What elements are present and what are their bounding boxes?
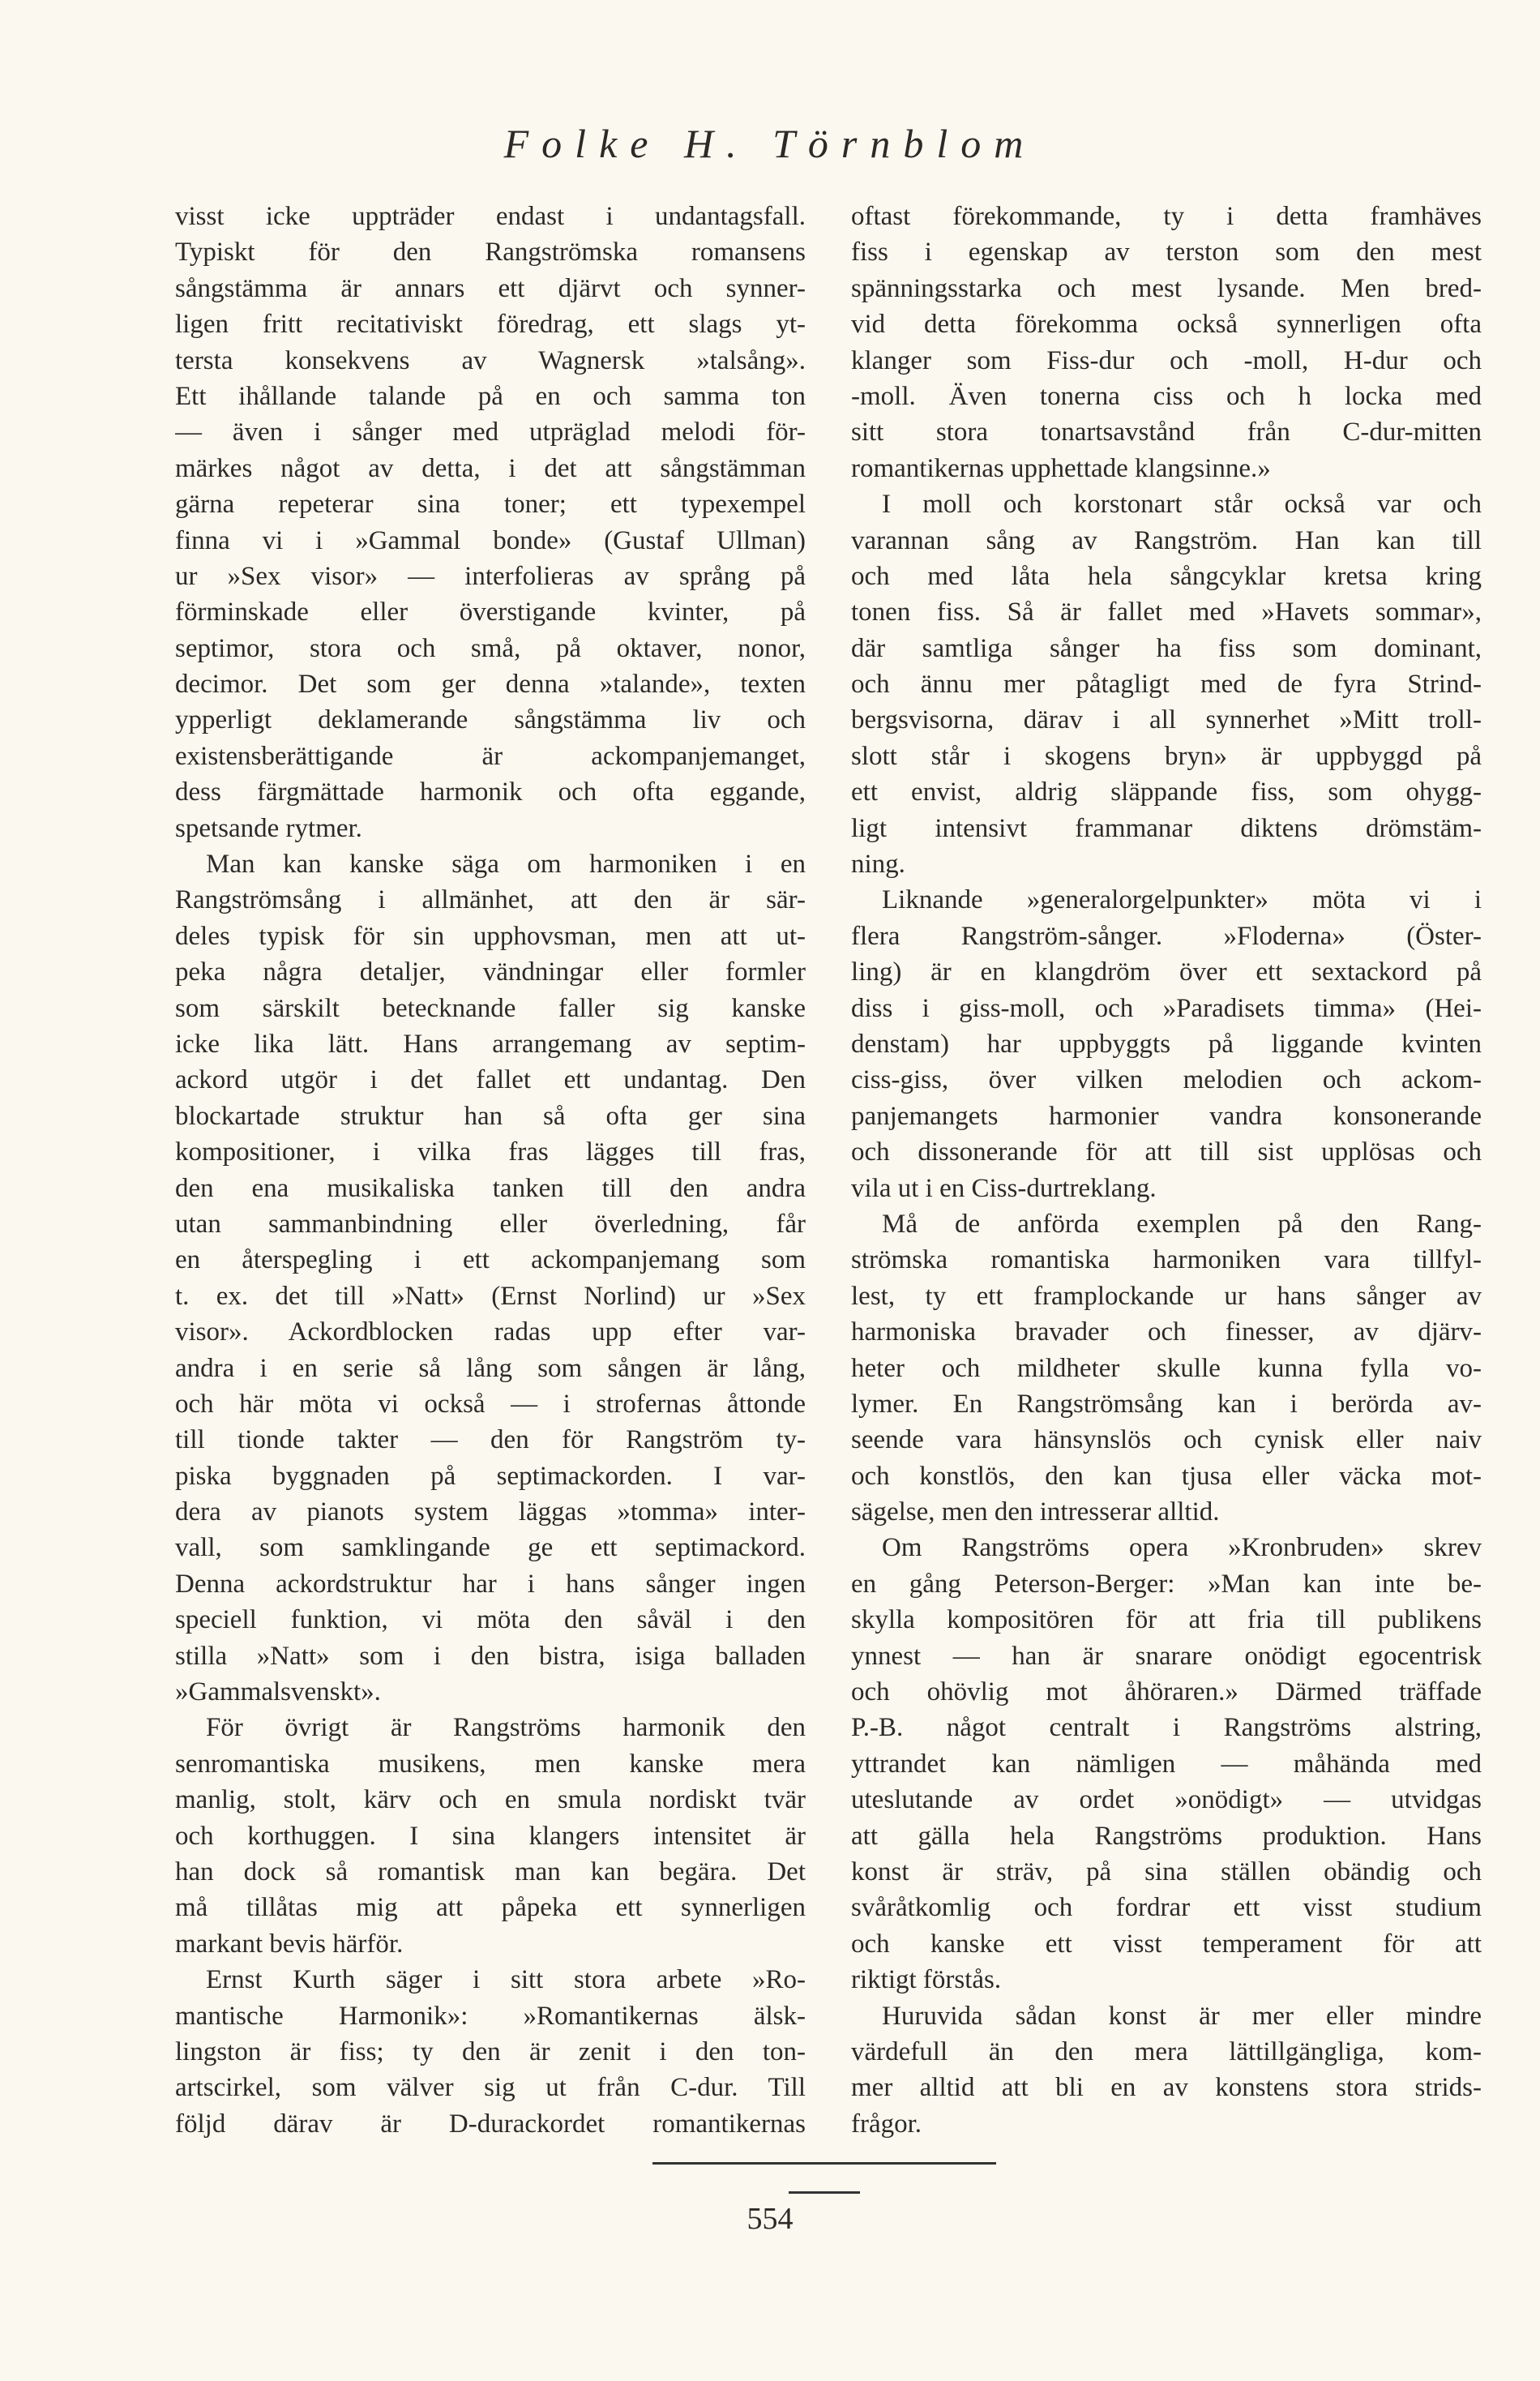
text-line: flera Rangström-sånger. »Floderna» (Öster- <box>851 921 1482 951</box>
text-line: speciell funktion, vi möta den såväl i den <box>175 1605 806 1635</box>
text-line: existensberättigande är ackompanjemanget, <box>175 741 806 771</box>
text-line: yttrandet kan nämligen — måhända med <box>851 1749 1482 1779</box>
text-line: seende vara hänsynslös och cynisk eller naiv <box>851 1425 1482 1455</box>
text-line: gärna repeterar sina toner; ett typexempel <box>175 490 806 520</box>
text-line: bergsvisorna, därav i all synnerhet »Mitt troll- <box>851 705 1482 735</box>
text-line: förminskade eller överstigande kvinter, på <box>175 597 806 627</box>
text-line: vall, som samklingande ge ett septimackord. <box>175 1533 806 1563</box>
text-line: utan sammanbindning eller överledning, får <box>175 1209 806 1239</box>
text-line: Ernst Kurth säger i sitt stora arbete »Ro- <box>206 1965 806 1995</box>
text-line: ligt intensivt frammanar diktens drömstäm- <box>851 813 1482 843</box>
text-line: ciss-giss, över vilken melodien och ackom- <box>851 1065 1482 1095</box>
text-line: lest, ty ett framplockande ur hans sånger av <box>851 1281 1482 1311</box>
text-line: mer alltid att bli en av konstens stora strids- <box>851 2073 1482 2103</box>
text-line: frågor. <box>851 2109 922 2139</box>
text-line: dera av pianots system läggas »tomma» inter- <box>175 1497 806 1527</box>
text-line: spänningsstarka och mest lysande. Men bred- <box>851 273 1482 303</box>
text-line: vila ut i en Ciss-durtreklang. <box>851 1173 1157 1203</box>
text-line: ypperligt deklamerande sångstämma liv och <box>175 705 806 735</box>
text-line: konst är sträv, på sina ställen obändig och <box>851 1856 1482 1886</box>
paragraph <box>851 1998 1482 2143</box>
running-header: Folke H. Törnblom <box>503 121 1037 166</box>
text-line: som särskilt betecknande faller sig kanske <box>175 993 806 1023</box>
text-line: varannan sång av Rangström. Han kan till <box>851 525 1482 555</box>
text-line: denstam) har uppbyggts på liggande kvinten <box>851 1029 1482 1059</box>
text-line: För övrigt är Rangströms harmonik den <box>206 1713 806 1743</box>
text-line: romantikernas upphettade klangsinne.» <box>851 453 1271 483</box>
page-number: 554 <box>746 2202 794 2236</box>
text-line: den ena musikaliska tanken till den andra <box>175 1173 806 1203</box>
text-line: peka några detaljer, vändningar eller formler <box>175 957 806 987</box>
text-line: sägelse, men den intresserar alltid. <box>851 1497 1220 1527</box>
text-line: visst icke uppträder endast i undantagsfall. <box>175 202 806 231</box>
text-line: Må de anförda exemplen på den Rang- <box>882 1209 1482 1239</box>
text-line: till tionde takter — den för Rangström ty- <box>175 1425 806 1455</box>
text-line: kompositioner, i vilka fras lägges till fras, <box>175 1137 806 1167</box>
text-line: diss i giss-moll, och »Paradisets timma» (Hei- <box>851 993 1482 1023</box>
text-line: en gång Peterson-Berger: »Man kan inte be- <box>851 1569 1482 1599</box>
text-line: ynnest — han är snarare onödigt egocentrisk <box>851 1641 1482 1671</box>
text-line: decimor. Det som ger denna »talande», texten <box>175 670 806 700</box>
text-line: I moll och korstonart står också var och <box>882 490 1482 520</box>
text-line: andra i en serie så lång som sången är lång, <box>175 1353 806 1383</box>
text-line: där samtliga sånger ha fiss som dominant, <box>851 633 1482 663</box>
text-line: ackord utgör i det fallet ett undantag. Den <box>175 1065 806 1095</box>
footer-rule <box>652 2162 996 2165</box>
text-line: och korthuggen. I sina klangers intensitet är <box>175 1821 806 1851</box>
text-line: P.-B. något centralt i Rangströms alstring, <box>851 1713 1482 1743</box>
text-line: riktigt förstås. <box>851 1965 1002 1995</box>
text-line: heter och mildheter skulle kunna fylla vo- <box>851 1353 1482 1383</box>
text-line: Man kan kanske säga om harmoniken i en <box>206 850 806 880</box>
text-line: Liknande »generalorgelpunkter» möta vi i <box>882 885 1482 915</box>
text-line: Typiskt för den Rangströmska romansens <box>175 238 806 268</box>
text-line: lymer. En Rangströmsång kan i berörda av- <box>851 1389 1482 1419</box>
text-line: Ett ihållande talande på en och samma ton <box>175 381 806 411</box>
text-line: att gälla hela Rangströms produktion. Hans <box>851 1821 1482 1851</box>
text-line: ling) är en klangdröm över ett sextackord på <box>851 957 1482 987</box>
text-line: lingston är fiss; ty den är zenit i den ton- <box>175 2036 806 2066</box>
text-line: artscirkel, som välver sig ut från C-dur. Till <box>175 2073 806 2103</box>
text-line: oftast förekommande, ty i detta framhäves <box>851 202 1482 231</box>
text-line: t. ex. det till »Natt» (Ernst Norlind) ur »Sex <box>175 1281 806 1311</box>
text-line: strömska romantiska harmoniken vara tillfyl- <box>851 1245 1482 1275</box>
text-line: blockartade struktur han så ofta ger sina <box>175 1101 806 1131</box>
text-line: följd därav är D-durackordet romantikernas <box>175 2109 806 2139</box>
text-line: och med låta hela sångcyklar kretsa kring <box>851 561 1482 591</box>
text-line: — även i sånger med utpräglad melodi för- <box>175 418 806 448</box>
text-line: och kanske ett visst temperament för att <box>851 1929 1482 1959</box>
text-line: ur »Sex visor» — interfolieras av språng på <box>175 561 806 591</box>
text-line: dess färgmättade harmonik och ofta eggande, <box>175 777 806 807</box>
text-line: septimor, stora och små, på oktaver, nonor, <box>175 633 806 663</box>
text-line: ett envist, aldrig släppande fiss, som ohygg- <box>851 777 1482 807</box>
paragraph <box>175 1962 806 2142</box>
text-line: han dock så romantisk man kan begära. Det <box>175 1856 806 1886</box>
paragraph <box>851 882 1482 1206</box>
text-line: en återspegling i ett ackompanjemang som <box>175 1245 806 1275</box>
text-line: tersta konsekvens av Wagnersk »talsång». <box>175 345 806 375</box>
text-line: senromantiska musikens, men kanske mera <box>175 1749 806 1779</box>
text-line: manlig, stolt, kärv och en smula nordiskt tvär <box>175 1785 806 1815</box>
text-line: Rangströmsång i allmänhet, att den är sär- <box>175 885 806 915</box>
text-line: icke lika lätt. Hans arrangemang av septim- <box>175 1029 806 1059</box>
text-column-left <box>175 199 806 2142</box>
text-line: och dissonerande för att till sist upplösas och <box>851 1137 1482 1167</box>
text-line: visor». Ackordblocken radas upp efter var- <box>175 1317 806 1347</box>
text-line: Denna ackordstruktur har i hans sånger ingen <box>175 1569 806 1599</box>
text-line: markant bevis härför. <box>175 1929 404 1959</box>
page-number-rule <box>789 2191 860 2194</box>
text-line: mantische Harmonik»: »Romantikernas älsk- <box>175 2001 806 2031</box>
text-line: Om Rangströms opera »Kronbruden» skrev <box>882 1533 1482 1563</box>
paragraph <box>851 486 1482 882</box>
paragraph <box>851 1530 1482 1998</box>
text-line: fiss i egenskap av terston som den mest <box>851 238 1482 268</box>
text-line: piska byggnaden på septimackorden. I var- <box>175 1461 806 1491</box>
text-line: klanger som Fiss-dur och -moll, H-dur och <box>851 345 1482 375</box>
paragraph <box>175 1710 806 1962</box>
text-line: och här möta vi också — i strofernas åttonde <box>175 1389 806 1419</box>
text-line: tonen fiss. Så är fallet med »Havets sommar», <box>851 597 1482 627</box>
text-line: spetsande rytmer. <box>175 813 362 843</box>
text-line: märkes något av detta, i det att sångstämman <box>175 453 806 483</box>
paragraph <box>175 846 806 1710</box>
text-line: och ännu mer påtagligt med de fyra Strind- <box>851 670 1482 700</box>
text-line: ligen fritt recitativiskt föredrag, ett slags yt- <box>175 310 806 340</box>
text-line: Huruvida sådan konst är mer eller mindre <box>882 2001 1482 2031</box>
text-line: slott står i skogens bryn» är uppbyggd på <box>851 741 1482 771</box>
paragraph <box>851 199 1482 486</box>
text-line: vid detta förekomma också synnerligen ofta <box>851 310 1482 340</box>
text-line: må tillåtas mig att påpeka ett synnerligen <box>175 1893 806 1923</box>
text-line: och ohövlig mot åhöraren.» Därmed träffade <box>851 1677 1482 1707</box>
text-line: finna vi i »Gammal bonde» (Gustaf Ullman) <box>175 525 806 555</box>
text-line: värdefull än den mera lättillgängliga, kom- <box>851 2036 1482 2066</box>
text-line: svåråtkomlig och fordrar ett visst studium <box>851 1893 1482 1923</box>
text-line: deles typisk för sin upphovsman, men att ut- <box>175 921 806 951</box>
text-line: stilla »Natt» som i den bistra, isiga balladen <box>175 1641 806 1671</box>
text-line: ning. <box>851 850 905 880</box>
text-line: panjemangets harmonier vandra konsonerande <box>851 1101 1482 1131</box>
text-line: skylla kompositören för att fria till publikens <box>851 1605 1482 1635</box>
paragraph <box>175 199 806 846</box>
text-line: harmoniska bravader och finesser, av djärv- <box>851 1317 1482 1347</box>
text-line: sitt stora tonartsavstånd från C-dur-mitten <box>851 418 1482 448</box>
paragraph <box>851 1206 1482 1531</box>
text-line: sångstämma är annars ett djärvt och synner- <box>175 273 806 303</box>
text-column-right <box>851 199 1482 2142</box>
text-line: »Gammalsvenskt». <box>175 1677 381 1707</box>
text-line: uteslutande av ordet »onödigt» — utvidgas <box>851 1785 1482 1815</box>
text-line: -moll. Även tonerna ciss och h locka med <box>851 381 1482 411</box>
text-line: och konstlös, den kan tjusa eller väcka mot- <box>851 1461 1482 1491</box>
